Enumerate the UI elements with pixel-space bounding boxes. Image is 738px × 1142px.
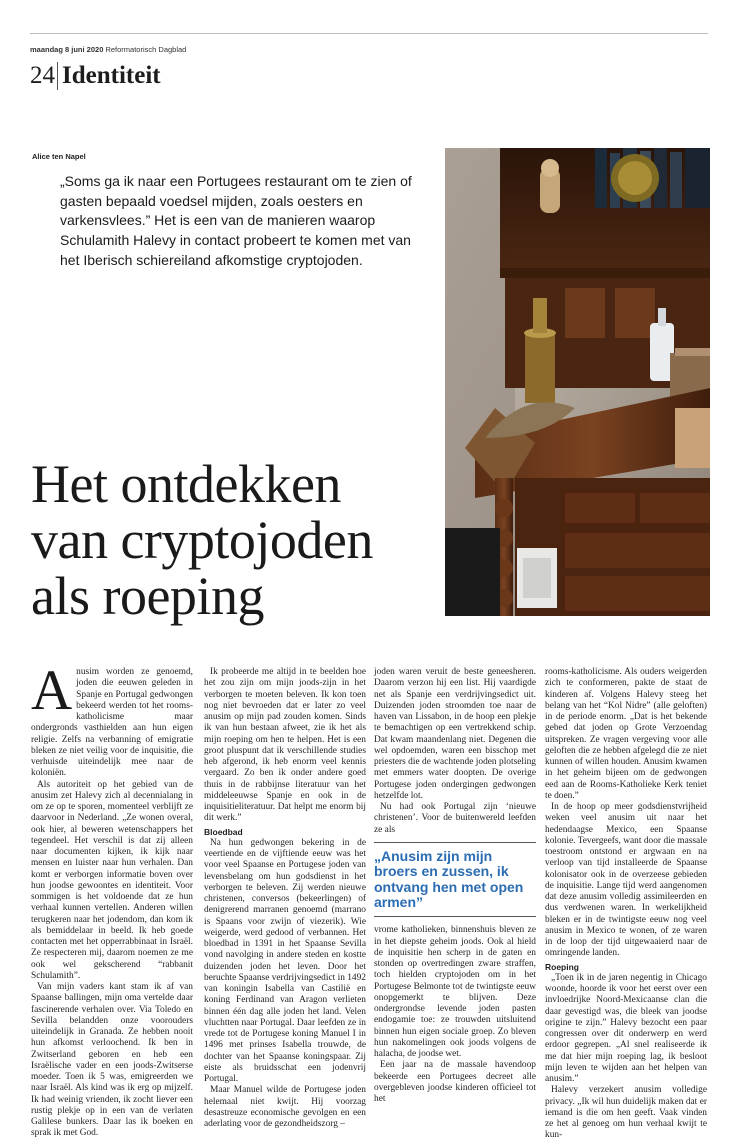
headline — [31, 456, 431, 624]
desk-photo-image — [445, 148, 710, 616]
top-rule — [30, 33, 708, 34]
page-number: 24 — [30, 62, 55, 89]
paragraph: rooms-katholicisme. Als ouders weigerden zich te conformeren, pakte de staat de kinderen af. Volgens Halevy steeg het belang van het “Kol Nidre” (alle geloften) in de periode enorm. „Dat is het bekende gebed dat joden op Grote Verzoendag uitspreken. Ze vragen vergeving voor alle geloften die ze hebben afgelegd die ze niet kunnen of willen houden. Anusim kwamen in het geheim bijeen om de gedwongen eed aan de Rooms-Katholieke Kerk teniet te doen.” — [545, 667, 707, 801]
headline-line: als roeping — [31, 566, 264, 626]
byline: Alice ten Napel — [32, 152, 86, 161]
paragraph: Ik probeerde me altijd in te beelden hoe het zou zijn om mijn joods-zijn in het verborgen te moeten beleven. Ik kon toen nog niet bevroeden dat er later zo veel anusim op mijn pad zouden komen. Sinds ik van hun bestaan afweet, zie ik het als mijn roeping om hen te helpen. Het is een groot pluspunt dat ik verschillende studies heb afgerond, ik heb enorm veel kennis vergaard. Zo ben ik onder andere goed thuis in de rabbijnse literatuur van het middeleeuwse Spanje en ook in de inquisitieliteratuur. Dat helpt me enorm bij dit werk.” — [204, 667, 366, 824]
paragraph: Een jaar na de massale havendoop bekeerde een Portugees decreet alle overgebleven joodse kinderen officieel tot het — [374, 1060, 536, 1105]
headline-line: Het ontdekken — [31, 454, 341, 514]
paragraph: Maar Manuel wilde de Portugese joden helemaal niet kwijt. Hij voorzag desastreuze economische gevolgen en een aderlating voor de gezondheidszorg – — [204, 1085, 366, 1129]
paragraph: Na hun gedwongen bekering in de veertiende en de vijftiende eeuw was het voor veel Spaanse en Portugese joden van levensbelang om hun godsdienst in het verborgen te beleven. Zij werden nieuwe christenen, conversos (bekeerlingen) of denigrerend marranen genoemd (marrano is Spaans voor zwijn of viezerik). Wie weigerde, werd gedood of verbannen. Het bloedbad in 1391 in het Spaanse Sevilla vond navolging in andere steden en kostte duizenden joden het leven. Door het beruchte Spaanse verdrijvingsedict in 1492 van koningin Isabella van Castilië en koning Ferdinand van Aragon verlieten binnen één dag alle joden het land. Velen vluchtten naar Portugal. Daar leefden ze in vrede tot de Portugese koning Manuel I in 1496 met prinses Isabella trouwde, de dochter van het Spaanse koningspaar. Zij eiste als bruidsschat een jodenvrij Portugal. — [204, 837, 366, 1084]
pull-quote-text: „Anusim zijn mijn broers en zussen, ik ontvang hen met open armen” — [374, 847, 524, 910]
paragraph: joden waren veruit de beste geneesheren. Daarom verzon hij een list. Hij vaardigde net als Spanje een verdrijvingsedict uit. Duizenden joden stroomden toe naar de haven van Lissabon, in de hoop een plekje te bemachtigen op een vertrekkend schip. Dat kwam maandenlang niet. Degenen die wel opdoemden, waren een bisschop met priesters die de wachtende joden plotseling met emmers water doopten. De overige Portugese joden ondergingen gedwongen hetzelfde lot. — [374, 667, 536, 801]
paragraph: Nu had ook Portugal zijn ‘nieuwe christenen’. Voor de buitenwereld leefden ze als — [374, 802, 536, 835]
paragraph: „Toen ik in de jaren negentig in Chicago woonde, hoorde ik voor het eerst over een invloedrijke Noord-Mexicaanse clan die daar gevestigd was, die bleek van joodse origine te zijn.” Halevy bezocht een paar congressen over dit onderwerp en werd erdoor gegrepen. „Al snel realiseerde ik me dat hier mijn roeping lag, ik besloot mijn leven te wijden aan het helpen van anusim.” — [545, 972, 707, 1084]
section-header — [30, 60, 161, 92]
subheading-roeping: Roeping — [545, 961, 579, 972]
article-column-1 — [31, 659, 193, 1140]
paragraph: Als autoriteit op het gebied van de anusim zet Halevy zich al decennialang in om ze op te sporen, momenteel verblijft ze daarvoor in Nederland. „Ze wonen overal, ook hier, al beweren wetenschappers het tegendeel. Het verschil is dat zij alleen naar documenten kijken, ik kijk naar mensen en luister naar hun verhalen. Dan komt er verborgen informatie boven over hun joodse gewoontes en identiteit. Voor sommigen is het voldoende dat ze hun verhaal kunnen vertellen. Anderen willen terugkeren naar het jodendom, dan kom ik als bemiddelaar in beeld. Ik heb goede contacten met het opperrabbinaat in Israël. Ze respecteren mij, daarom noemen ze me ook wel gekscherend “rabbanit Schulamith”. — [31, 779, 193, 981]
article-column-2 — [204, 667, 366, 1130]
publication-name: Reformatorisch Dagblad — [105, 45, 187, 54]
dateline — [30, 45, 186, 54]
article-column-4 — [545, 667, 707, 1142]
drop-cap: A — [31, 659, 73, 722]
paragraph: Van mijn vaders kant stam ik af van Spaanse ballingen, mijn oma vertelde daar fascinerende verhalen over. Via Toledo en Sevilla belandden onze voorouders uiteindelijk in Granada. Ze hebben nooit hun afkomst verloochend. Ik ben in Zwitserland geboren en heb een Israëlische vader en een joods-Zwitserse moeder. Toen ik 5 was, emigreerden we naar Israël. Als kind was ik erg op mijzelf. Ik had weinig vrienden, ik zocht liever een rustig plekje op in een van de verlaten Galilese bunkers. Daar las ik boeken en sprak ik met God. — [31, 982, 193, 1139]
section-title: Identiteit — [62, 62, 161, 89]
paragraph: In de hoop op meer godsdienstvrijheid weken veel anusim uit naar het hedendaagse Mexico, een Spaanse kolonie. Tevergeefs, want door die massale toestroom ontstond er argwaan en na verloop van tijd installeerde de Spaanse kolonisator ook in de overzeese gebieden de inquisitie. Lange tijd werd aangenomen dat deze anusim volledig assimileerden en dus verdwenen waren. In werkelijkheid bleken er in de twintigste eeuw nog veel anusim in Mexico te wonen, of ze waren in de loop der tijd uitgewaaierd naar de omringende landen. — [545, 802, 707, 959]
paragraph: vrome katholieken, binnenshuis bleven ze in het diepste geheim joods. Ook al hield de inquisitie hen scherp in de gaten en stonden op overtredingen zware straffen, toch hielden cryptojoden om in het Portugese Belmonte tot de twintigste eeuw onopgemerkt te blijven. Deze ondergrondse levende joden pasten endogamie toe: ze trouwden uitsluitend binnen hun eigen sociale groep. Zo bleven hun nakomelingen ook joods volgens de halacha, de joodse wet. — [374, 925, 536, 1060]
article-intro: „Soms ga ik naar een Portugees restaurant om te zien of gasten bepaald voedsel mijden, zoals oesters en varkensvlees.” Het is een van de manieren waarop Schulamith Halevy in contact probeert te komen met van het Iberisch schiereiland afkomstige cryptojoden. — [60, 173, 412, 268]
paragraph: Halevy verzekert anusim volledige privacy. „Ik wil hun duidelijk maken dat er iemand is die om hen geeft. Vaak vinden ze het al genoeg om hun verhaal kwijt te kun- — [545, 1085, 707, 1141]
pull-quote — [374, 842, 536, 918]
issue-date: maandag 8 juni 2020 — [30, 45, 104, 54]
article-photo — [445, 148, 710, 616]
article-column-3 — [374, 667, 536, 1105]
section-divider — [57, 62, 58, 90]
subheading-bloedbad: Bloedbad — [204, 826, 243, 837]
paragraph: nusim worden ze genoemd, joden die eeuwen geleden in Spanje en Portugal gedwongen bekeerd werden tot het rooms-katholicisme maar ondergronds vasthielden aan hun eigen religie. Zelfs na verbanning of emigratie bleken ze niet veilig voor de inquisitie, die verhuisde uiteindelijk mee naar de koloniën. — [31, 667, 193, 779]
headline-line: van cryptojoden — [31, 510, 373, 570]
